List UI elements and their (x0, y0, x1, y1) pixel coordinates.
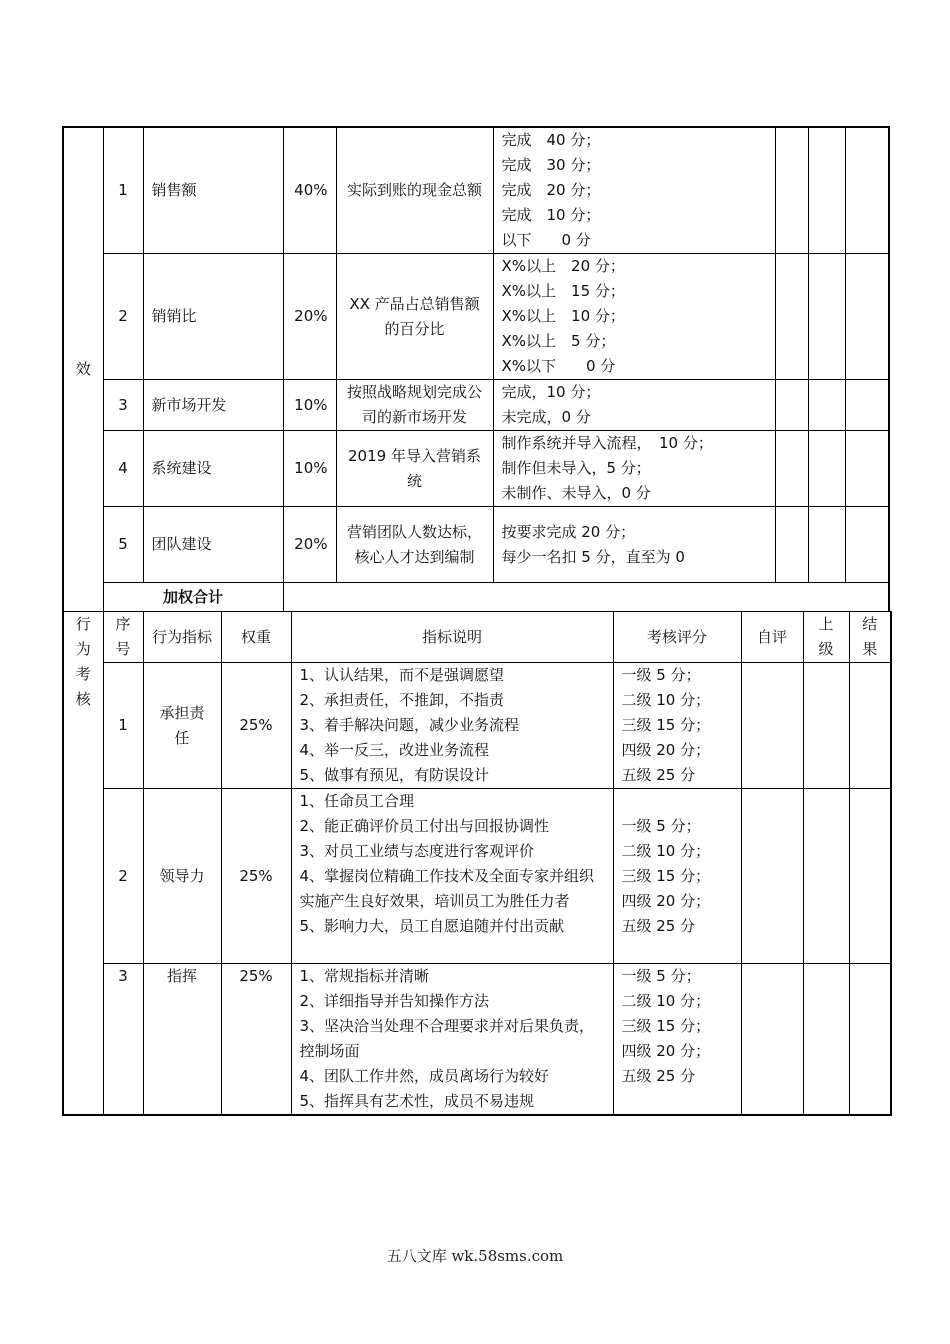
perf-row (63, 254, 889, 380)
perf-self (775, 127, 808, 254)
perf-section-label: 效 (63, 127, 103, 612)
behavior-weight: 25% (221, 663, 291, 789)
perf-self (775, 380, 808, 431)
perf-total-row (63, 583, 889, 612)
behavior-self (741, 663, 803, 789)
perf-weight: 10% (283, 380, 336, 431)
perf-name: 销销比 (143, 254, 283, 380)
performance-table (62, 126, 890, 612)
perf-weight: 40% (283, 127, 336, 254)
perf-row (63, 431, 889, 507)
perf-no: 3 (103, 380, 143, 431)
perf-scores: X%以上 20 分； X%以上 15 分； X%以上 10 分； X%以上 5 分； X%以下 0 分 (493, 254, 775, 380)
behavior-name: 承担责任 (143, 663, 221, 789)
behavior-row (63, 663, 891, 789)
header-superior: 上级 (803, 612, 849, 663)
header-score: 考核评分 (613, 612, 741, 663)
behavior-desc: 1、认认结果，而不是强调愿望 2、承担责任，不推卸，不指责 3、着手解决问题，减少业务流程 4、举一反三，改进业务流程 5、做事有预见，有防误设计 (291, 663, 613, 789)
behavior-no: 2 (103, 789, 143, 964)
perf-row (63, 380, 889, 431)
perf-name: 销售额 (143, 127, 283, 254)
behavior-scores: 一级 5 分； 二级 10 分； 三级 15 分； 四级 20 分； 五级 25 分 (613, 964, 741, 1116)
behavior-self (741, 964, 803, 1116)
behavior-superior (803, 789, 849, 964)
perf-superior (808, 507, 845, 583)
header-no: 序号 (103, 612, 143, 663)
header-result: 结果 (849, 612, 891, 663)
header-weight: 权重 (221, 612, 291, 663)
behavior-row (63, 789, 891, 964)
perf-result (845, 380, 889, 431)
perf-desc: 按照战略规划完成公司的新市场开发 (336, 380, 493, 431)
perf-superior (808, 380, 845, 431)
perf-self (775, 431, 808, 507)
perf-name: 新市场开发 (143, 380, 283, 431)
weighted-total-value (283, 583, 889, 612)
header-self: 自评 (741, 612, 803, 663)
perf-scores: 按要求完成 20 分； 每少一名扣 5 分，直至为 0 (493, 507, 775, 583)
perf-row (63, 507, 889, 583)
perf-name: 团队建设 (143, 507, 283, 583)
perf-result (845, 127, 889, 254)
perf-row (63, 127, 889, 254)
behavior-self (741, 789, 803, 964)
behavior-weight: 25% (221, 789, 291, 964)
perf-no: 5 (103, 507, 143, 583)
perf-self (775, 507, 808, 583)
behavior-no: 1 (103, 663, 143, 789)
perf-desc: 2019 年导入营销系统 (336, 431, 493, 507)
behavior-header-row (63, 612, 891, 663)
perf-result (845, 507, 889, 583)
behavior-result (849, 964, 891, 1116)
behavior-superior (803, 964, 849, 1116)
behavior-result (849, 663, 891, 789)
behavior-superior (803, 663, 849, 789)
perf-superior (808, 431, 845, 507)
behavior-row (63, 964, 891, 1116)
perf-scores: 制作系统并导入流程， 10 分； 制作但未导入，5 分； 未制作、未导入，0 分 (493, 431, 775, 507)
behavior-name: 指挥 (143, 964, 221, 1116)
perf-no: 2 (103, 254, 143, 380)
perf-result (845, 431, 889, 507)
perf-superior (808, 127, 845, 254)
behavior-result (849, 789, 891, 964)
footer-watermark: 五八文库 wk.58sms.com (386, 1247, 564, 1265)
perf-desc: 营销团队人数达标，核心人才达到编制 (336, 507, 493, 583)
perf-scores: 完成 40 分； 完成 30 分； 完成 20 分； 完成 10 分； 以下 0 分 (493, 127, 775, 254)
perf-weight: 20% (283, 507, 336, 583)
behavior-weight: 25% (221, 964, 291, 1116)
header-indicator: 行为指标 (143, 612, 221, 663)
perf-desc: 实际到账的现金总额 (336, 127, 493, 254)
behavior-desc: 1、任命员工合理 2、能正确评价员工付出与回报协调性 3、对员工业绩与态度进行客观评价 4、掌握岗位精确工作技术及全面专家并组织实施产生良好效果，培训员工为胜任力者 5、影响力大，员工自愿追随并付出贡献 (291, 789, 613, 964)
perf-name: 系统建设 (143, 431, 283, 507)
behavior-section-label: 行 为 考 核 (63, 612, 103, 1116)
perf-no: 4 (103, 431, 143, 507)
perf-self (775, 254, 808, 380)
perf-no: 1 (103, 127, 143, 254)
perf-superior (808, 254, 845, 380)
behavior-name: 领导力 (143, 789, 221, 964)
perf-desc: XX 产品占总销售额的百分比 (336, 254, 493, 380)
weighted-total-label: 加权合计 (103, 583, 283, 612)
behavior-scores: 一级 5 分； 二级 10 分； 三级 15 分； 四级 20 分； 五级 25 分 (613, 663, 741, 789)
perf-scores: 完成，10 分； 未完成，0 分 (493, 380, 775, 431)
behavior-no: 3 (103, 964, 143, 1116)
behavior-scores: 一级 5 分； 二级 10 分； 三级 15 分； 四级 20 分； 五级 25 分 (613, 789, 741, 964)
perf-weight: 10% (283, 431, 336, 507)
perf-result (845, 254, 889, 380)
behavior-table (62, 611, 892, 1116)
header-desc: 指标说明 (291, 612, 613, 663)
behavior-desc: 1、常规指标并清晰 2、详细指导并告知操作方法 3、坚决洽当处理不合理要求并对后果负责，控制场面 4、团队工作井然，成员离场行为较好 5、指挥具有艺术性，成员不易违规 (291, 964, 613, 1116)
perf-weight: 20% (283, 254, 336, 380)
